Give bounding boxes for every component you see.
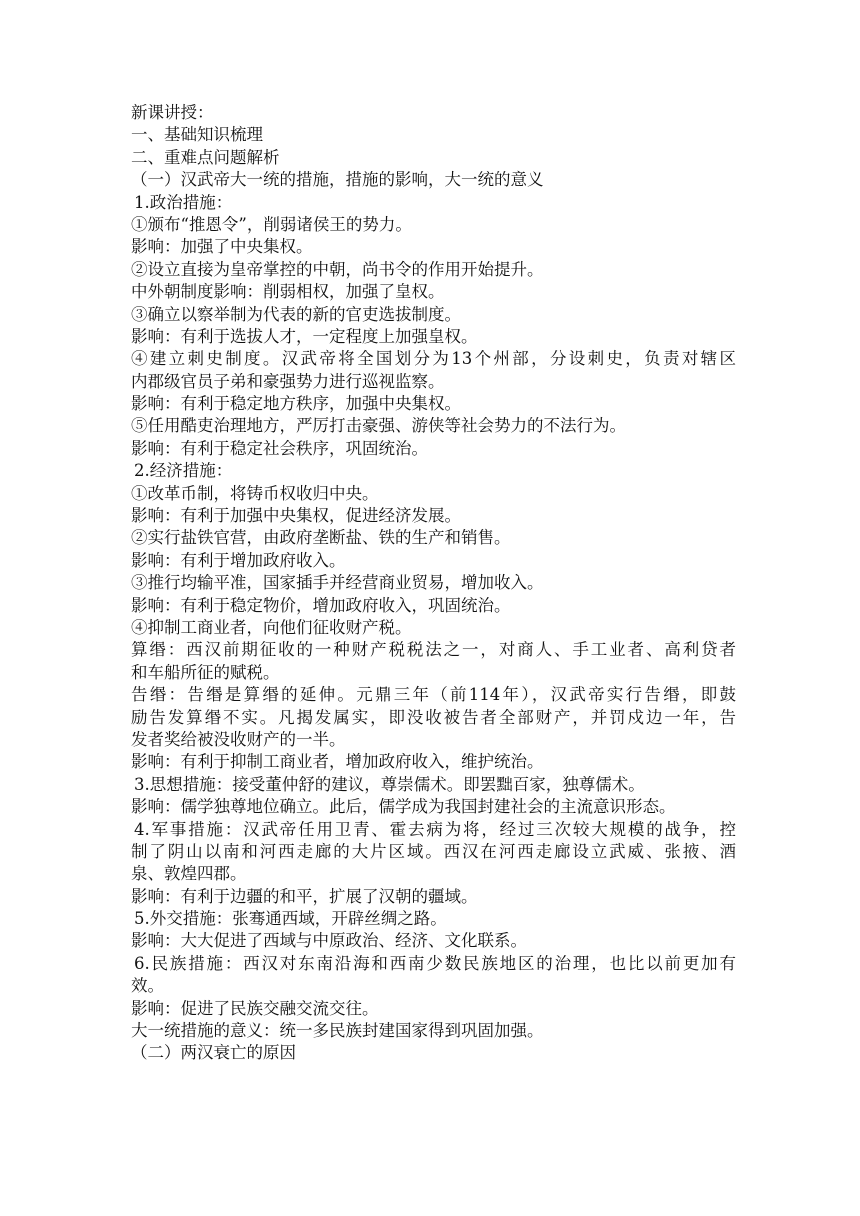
text-line: 新课讲授： (131, 103, 214, 122)
text-line: ①颁布“推恩令”，削弱诸侯王的势力。 (131, 214, 412, 234)
text-line: 效。 (131, 976, 164, 996)
text-line: 影响：有利于边疆的和平，扩展了汉朝的疆域。 (131, 886, 478, 906)
item-heading: 6.民族措施：西汉对东南沿海和西南少数民族地区的治理，也比以前更加有 (134, 953, 736, 973)
section-heading: 一、基础知识梳理 (131, 125, 263, 145)
text-line: 影响：促进了民族交融交流交往。 (131, 998, 379, 1018)
text-line: 励告发算缗不实。凡揭发属实，即没收被告者全部财产，并罚戍边一年，告 (131, 707, 736, 727)
text-line: 影响：有利于稳定物价，增加政府收入，巩固统治。 (131, 595, 511, 615)
text-line: 中外朝制度影响：削弱相权，加强了皇权。 (131, 282, 445, 302)
text-line: 影响：有利于选拔人才，一定程度上加强皇权。 (131, 326, 478, 346)
item-heading: 2.经济措施： (134, 461, 233, 481)
text-line: 影响：有利于稳定地方秩序，加强中央集权。 (131, 394, 461, 414)
text-line: 影响：有利于增加政府收入。 (131, 550, 346, 570)
text-line: 泉、敦煌四郡。 (131, 864, 247, 884)
item-heading: 5.外交措施：张骞通西域，开辟丝绸之路。 (134, 909, 447, 929)
text-line: 影响：有利于抑制工商业者，增加政府收入，维护统治。 (131, 752, 544, 772)
text-line: 影响：加强了中央集权。 (131, 237, 313, 257)
section-heading: 二、重难点问题解析 (131, 147, 280, 167)
item-heading: 3.思想措施：接受董仲舒的建议，尊崇儒术。即罢黜百家，独尊儒术。 (134, 774, 645, 794)
text-line: 算缗：西汉前期征收的一种财产税税法之一，对商人、手工业者、高利贷者 (131, 640, 736, 660)
text-line: 内郡级官员子弟和豪强势力进行巡视监察。 (131, 371, 445, 391)
text-line: 大一统措施的意义：统一多民族封建国家得到巩固加强。 (131, 1021, 544, 1041)
text-line: 告缗：告缗是算缗的延伸。元鼎三年（前114年），汉武帝实行告缗，即鼓 (131, 685, 736, 705)
item-heading: 1.政治措施： (134, 192, 233, 212)
subsection-heading: （一）汉武帝大一统的措施，措施的影响，大一统的意义 (131, 170, 544, 190)
subsection-heading: （二）两汉衰亡的原因 (131, 1043, 296, 1063)
text-line: 影响：大大促进了西域与中原政治、经济、文化联系。 (131, 931, 527, 951)
text-line: ③确立以察举制为代表的新的官吏选拔制度。 (131, 304, 461, 324)
item-heading: 4.军事措施：汉武帝任用卫青、霍去病为将，经过三次较大规模的战争，控 (134, 819, 736, 839)
text-line: 影响：有利于稳定社会秩序，巩固统治。 (131, 438, 428, 458)
text-line: ②实行盐铁官营，由政府垄断盐、铁的生产和销售。 (131, 528, 511, 548)
text-line: ⑤任用酷吏治理地方，严厉打击豪强、游侠等社会势力的不法行为。 (131, 416, 626, 436)
text-line: 影响：有利于加强中央集权，促进经济发展。 (131, 506, 461, 526)
text-line: 和车船所征的赋税。 (131, 662, 280, 682)
text-line: ④建立刺史制度。汉武帝将全国划分为13个州部，分设刺史，负责对辖区 (131, 349, 736, 369)
text-line: ④抑制工商业者，向他们征收财产税。 (131, 617, 412, 637)
text-line: ①改革币制，将铸币权收归中央。 (131, 483, 379, 503)
text-line: 发者奖给被没收财产的一半。 (131, 729, 346, 749)
text-line: ③推行均输平准，国家插手并经营商业贸易，增加收入。 (131, 573, 544, 593)
text-line: ②设立直接为皇帝掌控的中朝，尚书令的作用开始提升。 (131, 259, 544, 279)
text-line: 制了阴山以南和河西走廊的大片区域。西汉在河西走廊设立武威、张掖、酒 (131, 841, 736, 861)
document-page (131, 102, 736, 1065)
text-line: 影响：儒学独尊地位确立。此后，儒学成为我国封建社会的主流意识形态。 (131, 797, 676, 817)
